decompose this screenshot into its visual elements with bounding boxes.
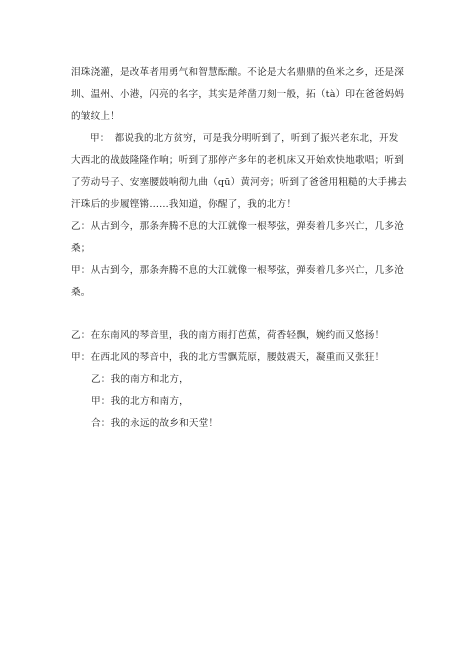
text-line: 甲： 都说我的北方贫穷，可是我分明听到了，听到了振兴老东北，开发 xyxy=(90,133,399,144)
text-line: 乙：在东南风的琴音里，我的南方雨打芭蕉，荷香轻飘，婉约而又悠扬！ xyxy=(71,330,385,341)
text-line: 乙：从古到今，那条奔腾不息的大江就像一根琴弦，弹奏着几多兴亡，几多沧 xyxy=(71,221,404,232)
text-line: 的皱纹上！ xyxy=(71,111,120,122)
text-line: 了劳动号子、安塞腰鼓响彻九曲（qū）黄河旁；听到了爸爸用粗糙的大手拂去 xyxy=(71,177,407,188)
text-line: 大西北的战鼓隆隆作响；听到了那停产多年的老机床又开始欢快地歌唱；听到 xyxy=(71,155,404,166)
text-line: 泪珠浇灌，是改革者用勇气和智慧酝酿。不论是大名鼎鼎的鱼米之乡，还是深 xyxy=(71,67,404,78)
text-line: 汗珠后的步履铿锵……我知道，你醒了，我的北方！ xyxy=(71,199,297,210)
text-line: 甲：从古到今，那条奔腾不息的大江就像一根琴弦，弹奏着几多兴亡，几多沧 xyxy=(71,265,404,276)
text-line: 桑。 xyxy=(71,287,91,298)
text-line: 乙：我的南方和北方， xyxy=(91,374,189,385)
text-line: 合：我的永远的故乡和天堂！ xyxy=(91,418,219,429)
text-line: 甲：在西北风的琴音中，我的北方雪飘荒原，腰鼓震天，凝重而又张狂！ xyxy=(71,352,385,363)
text-line: 圳、温州、小港，闪亮的名字，其实是斧凿刀刻一般，拓（tà）印在爸爸妈妈 xyxy=(71,89,405,100)
text-line: 桑； xyxy=(71,243,91,254)
text-line: 甲：我的北方和南方， xyxy=(91,396,189,407)
